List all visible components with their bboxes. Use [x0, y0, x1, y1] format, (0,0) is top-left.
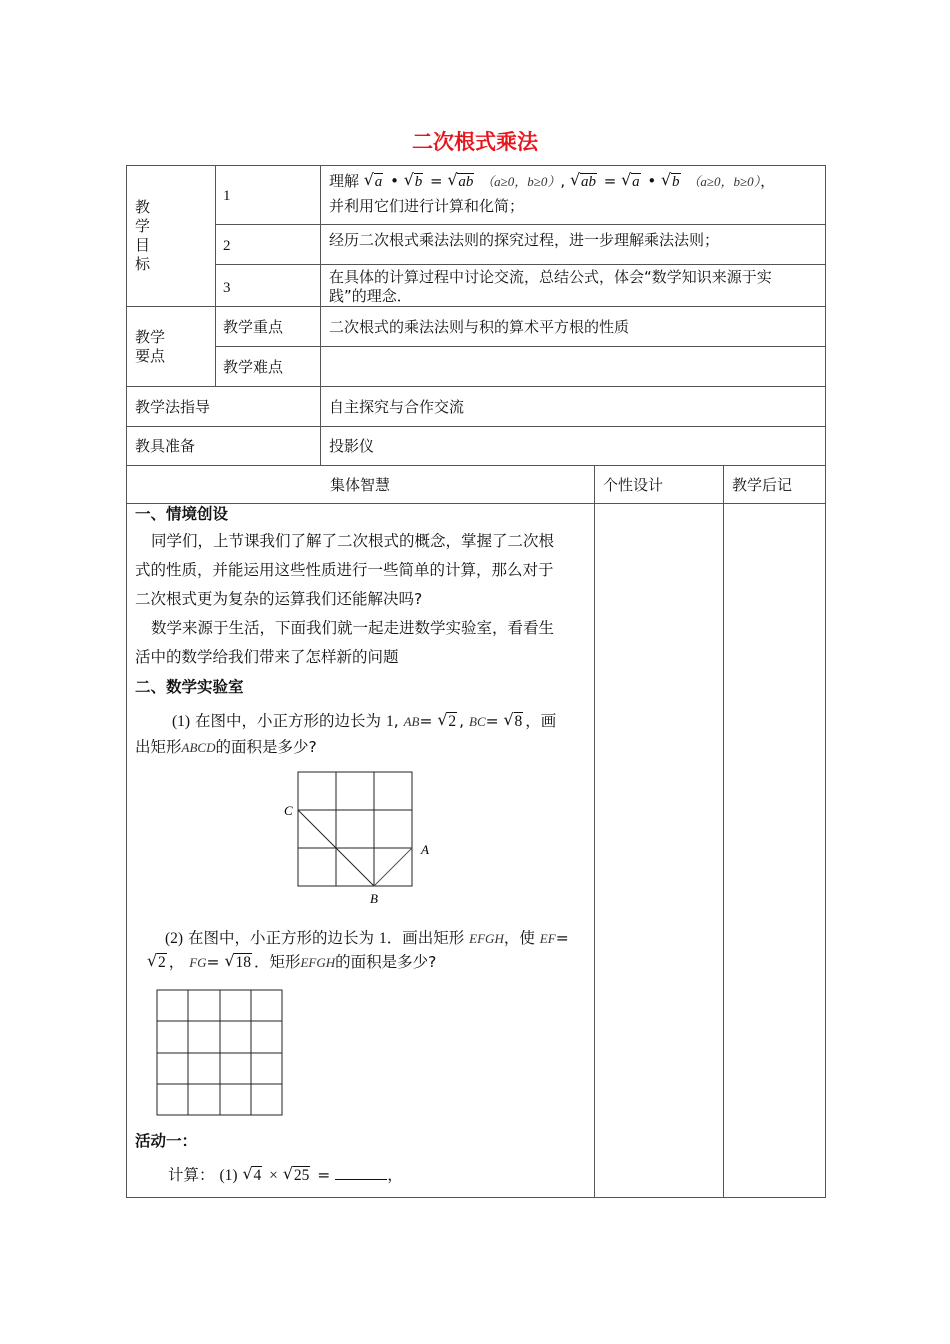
problem-1-line2: 出矩形ABCD的面积是多少?	[135, 738, 317, 756]
objective-2-text: 经历二次根式乘法法则的探究过程，进一步理解乘法法则；	[329, 231, 720, 249]
key-difficulty-label: 教学难点	[223, 358, 284, 376]
table-border-top	[126, 165, 826, 166]
section1-paragraph1: 同学们，上节课我们了解了二次根式的概念，掌握了二次根 式的性质，并能运用这些性质进行一些简单的计算，那么对于 二次根式更为复杂的运算我们还能解决吗?	[135, 532, 555, 608]
table-border-right	[825, 165, 826, 1198]
column-header-notes: 教学后记	[732, 476, 793, 494]
answer-blank[interactable]	[335, 1165, 387, 1180]
calc-1: 计算： (1) √ 4 × √ 25 = ，	[168, 1165, 403, 1186]
label-a: A	[421, 842, 429, 857]
key-focus-value: 二次根式的乘法法则与积的算术平方根的性质	[329, 318, 630, 336]
sqrt-ab: √ ab	[447, 172, 474, 192]
sqrt-8: √ 8	[504, 712, 524, 732]
objective-1-line1: 理解 √ a • √ b = √ ab （a≥0，b≥0）, √ ab = √ a • √ b （a≥0，b≥0），	[329, 171, 775, 192]
tools-value: 投影仪	[329, 437, 375, 455]
sqrt-b: √ b	[404, 172, 424, 192]
sqrt-25: √ 25	[283, 1166, 311, 1186]
sqrt-18: √ 18	[224, 953, 252, 973]
section-heading: 一、情境创设	[135, 505, 229, 523]
figure-1-grid	[280, 765, 440, 910]
sqrt-ab: √ ab	[570, 172, 597, 192]
row-divider	[126, 503, 826, 504]
objective-1-line2: 并利用它们进行计算和化简；	[329, 197, 525, 215]
label-c: C	[284, 803, 293, 818]
sqrt-4: √ 4	[242, 1166, 262, 1186]
row-divider	[215, 264, 826, 265]
row-divider	[126, 465, 826, 466]
section1-paragraph2: 数学来源于生活，下面我们就一起走进数学实验室，看看生 活中的数学给我们带来了怎样新的问题	[135, 619, 555, 666]
label-b: B	[370, 891, 378, 906]
column-header-personal: 个性设计	[603, 476, 664, 494]
activity-heading: 活动一：	[135, 1132, 198, 1150]
sqrt-a: √ a	[621, 172, 641, 192]
col-divider	[215, 165, 216, 386]
col-divider	[594, 465, 595, 1197]
row-divider	[215, 224, 826, 225]
objectives-label: 教 学 目 标	[135, 198, 151, 273]
method-label: 教学法指导	[135, 398, 211, 416]
row-divider	[215, 346, 826, 347]
figure-2-grid	[150, 983, 290, 1123]
sqrt-2: √ 2	[147, 953, 167, 973]
problem-2-line2: √ 2 ， FG= √ 18 ．矩形EFGH的面积是多少?	[147, 952, 436, 973]
row-divider	[126, 386, 826, 387]
table-border-bottom	[126, 1197, 826, 1198]
row-divider	[126, 306, 826, 307]
row-divider	[126, 426, 826, 427]
sqrt-a: √ a	[364, 172, 384, 192]
page-title: 二次根式乘法	[412, 130, 538, 154]
column-header-collective: 集体智慧	[329, 476, 390, 494]
problem-1-line1: (1) 在图中，小正方形的边长为 1, AB= √ 2 , BC= √ 8 ，画	[172, 711, 556, 732]
sqrt-2: √ 2	[437, 712, 457, 732]
method-value: 自主探究与合作交流	[329, 398, 465, 416]
objective-number: 2	[223, 238, 231, 254]
col-divider	[320, 165, 321, 465]
sqrt-b: √ b	[661, 172, 681, 192]
objective-number: 1	[223, 188, 231, 204]
tools-label: 教具准备	[135, 437, 196, 455]
key-focus-label: 教学重点	[223, 318, 284, 336]
keypoints-label: 教学 要点	[135, 328, 166, 365]
table-border-left	[126, 165, 127, 1198]
problem-2-line1: (2) 在图中，小正方形的边长为 1．画出矩形 EFGH，使 EF=	[165, 929, 569, 947]
objective-3-line1: 在具体的计算过程中讨论交流，总结公式，体会“数学知识来源于实	[329, 268, 772, 286]
section-heading: 二、数学实验室	[135, 678, 244, 696]
col-divider	[723, 465, 724, 1197]
objective-3-line2: 践”的理念．	[329, 287, 412, 305]
objective-number: 3	[223, 280, 231, 296]
